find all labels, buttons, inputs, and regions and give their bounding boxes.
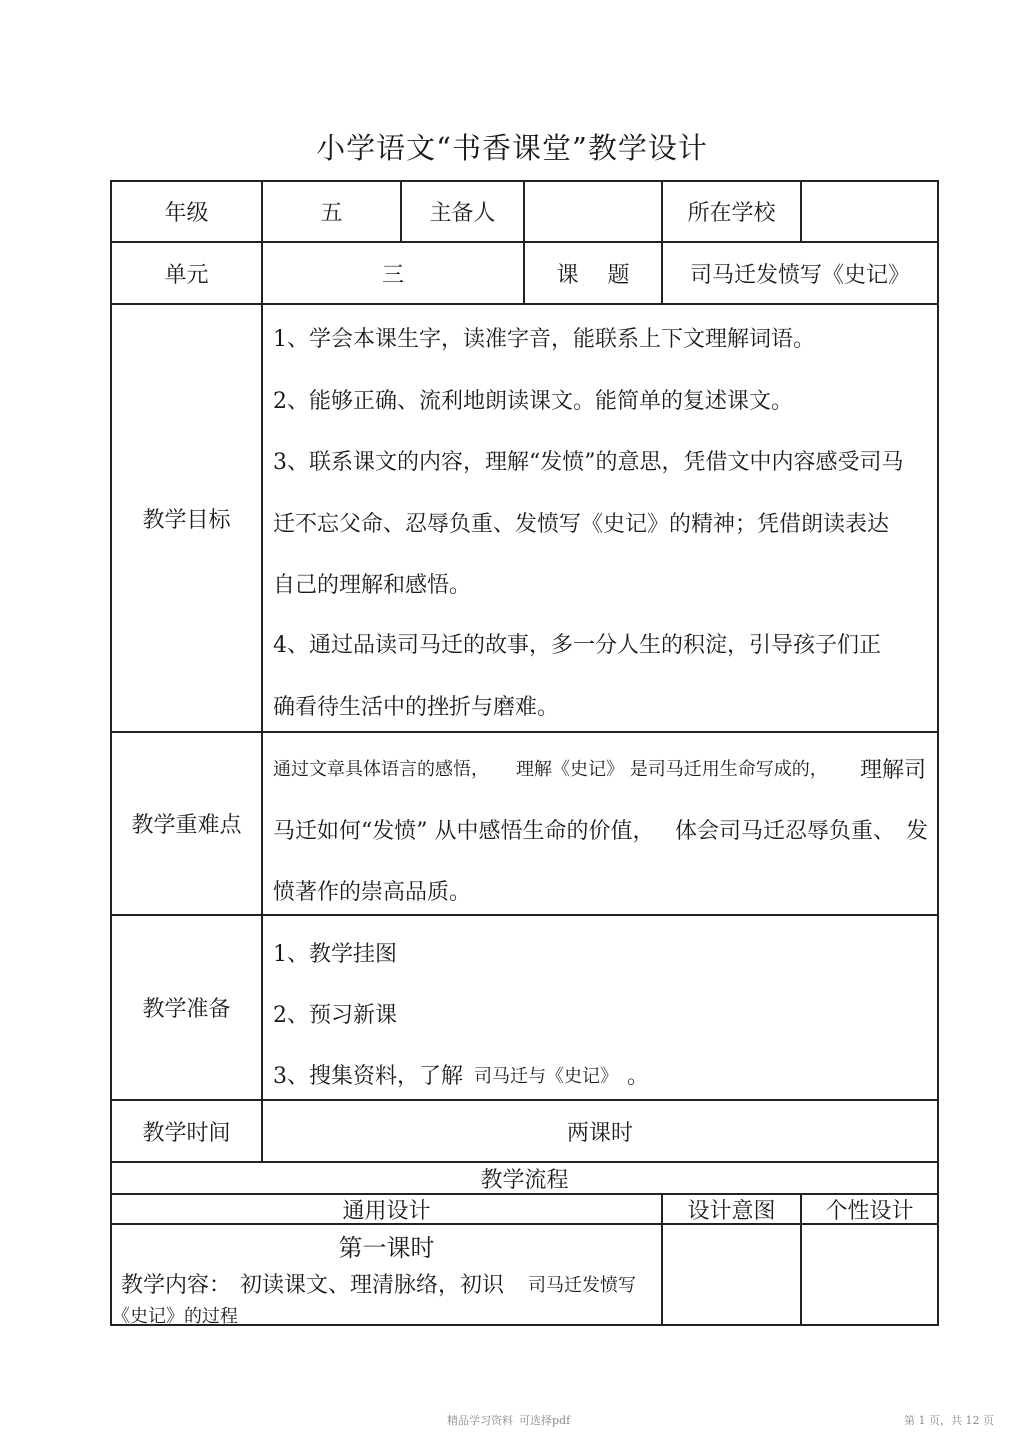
- grade-value: 五: [320, 201, 343, 226]
- unit-value: 三: [381, 262, 404, 288]
- objective-line: 4、通过品读司马迁的故事，多一分人生的积淀，引导孩子们正: [273, 633, 881, 658]
- key-points-text: 愤著作的崇高品质。: [273, 880, 472, 905]
- row-divider: [110, 1223, 939, 1225]
- footer-note: 精品学习资料: [447, 1414, 513, 1427]
- preparation-item: 1、教学挂图: [273, 942, 397, 967]
- lesson-content: 司马迁发愤写: [528, 1275, 636, 1296]
- objective-line: 1、学会本课生字，读准字音，能联系上下文理解词语。: [273, 327, 815, 352]
- preparer-label: 主备人: [429, 201, 496, 226]
- objective-line: 3、联系课文的内容，理解“发愤”的意思，凭借文中内容感受司马: [273, 450, 904, 475]
- unit-label: 单元: [164, 262, 209, 288]
- preparation-item: 2、预习新课: [273, 1003, 397, 1028]
- key-points-label: 教学重难点: [131, 813, 242, 838]
- objective-line: 确看待生活中的挫折与磨难。: [273, 695, 560, 720]
- topic-label: 课 题: [556, 262, 630, 288]
- column-divider: [261, 180, 263, 1163]
- preparation-item: 司马迁与《史记》: [474, 1066, 618, 1087]
- topic-value: 司马迁发愤写《史记》: [689, 262, 910, 288]
- key-points-text: 体会司马迁忍辱负重、: [675, 819, 896, 844]
- grade-label: 年级: [164, 201, 209, 226]
- page-title: 小学语文“书香课堂”教学设计: [316, 131, 708, 165]
- school-value: [802, 182, 937, 241]
- objective-line: 自己的理解和感悟。: [273, 573, 472, 598]
- preparer-value: [525, 182, 661, 241]
- lesson-content: 初读课文、理清脉络，初识: [240, 1273, 505, 1298]
- col-general-design: 通用设计: [342, 1198, 431, 1224]
- preparation-item: 。: [627, 1064, 650, 1089]
- key-points-text: 马迁如何“发愤” 从中感悟生命的价值，: [273, 819, 655, 844]
- col-design-intent: 设计意图: [687, 1198, 776, 1224]
- table-border-right: [937, 180, 939, 1326]
- time-label: 教学时间: [142, 1120, 231, 1146]
- objective-line: 2、能够正确、流利地朗读课文。能简单的复述课文。: [273, 389, 793, 414]
- objective-line: 迁不忘父命、忍辱负重、发愤写《史记》的精神；凭借朗读表达: [273, 512, 890, 537]
- col-personal-design: 个性设计: [825, 1198, 914, 1224]
- school-label: 所在学校: [687, 201, 776, 226]
- key-points-text: 发: [906, 819, 929, 844]
- process-label: 教学流程: [480, 1167, 569, 1193]
- lesson-content: 《史记》的过程: [112, 1306, 238, 1327]
- key-points-text: 通过文章具体语言的感悟，: [273, 759, 489, 780]
- page-number: 第 1 页，共 12 页: [904, 1414, 994, 1427]
- key-points-text: 理解《史记》 是司马迁用生命写成的，: [516, 759, 828, 780]
- lesson-content: 教学内容：: [121, 1273, 232, 1298]
- time-value: 两课时: [566, 1120, 633, 1146]
- preparation-label: 教学准备: [142, 997, 231, 1022]
- key-points-text: 理解司: [860, 758, 927, 783]
- footer-note: 可选择pdf: [519, 1414, 571, 1427]
- lesson-title: 第一课时: [338, 1233, 435, 1262]
- preparation-item: 3、搜集资料，了解: [273, 1064, 463, 1089]
- objectives-label: 教学目标: [142, 507, 231, 533]
